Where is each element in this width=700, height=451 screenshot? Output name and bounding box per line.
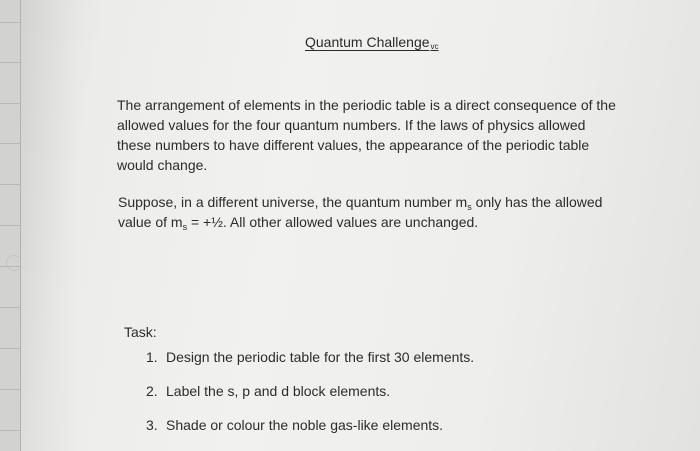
page-shadow: [20, 0, 80, 451]
intro-paragraph: [117, 95, 616, 175]
scenario-text: = +½. All other allowed values are unchanged.: [187, 214, 479, 230]
document-title: [305, 34, 439, 51]
title-text: Quantum Challenge: [305, 34, 430, 50]
intro-line: The arrangement of elements in the periodic table is a direct consequence of the: [117, 97, 616, 113]
task-text: Label the s, p and d block elements.: [166, 383, 391, 399]
task-heading: Task:: [124, 324, 157, 340]
title-suffix: vc: [430, 42, 439, 51]
binder-line: [0, 184, 20, 185]
binder-line: [0, 430, 20, 431]
binder-line: [0, 307, 20, 308]
intro-line: allowed values for the four quantum numbers. If the laws of physics allowed: [117, 117, 586, 133]
binder-line: [0, 22, 20, 23]
binder-edge: [0, 0, 21, 451]
scenario-text: value of m: [118, 214, 183, 230]
task-number: 2.: [146, 383, 158, 399]
subscript: s: [467, 202, 472, 212]
task-item: [146, 349, 474, 383]
task-number: 1.: [146, 349, 158, 365]
intro-line: these numbers to have different values, the appearance of the periodic table: [117, 137, 590, 153]
task-item: [146, 383, 474, 417]
binder-line: [0, 62, 20, 63]
intro-line: would change.: [117, 157, 208, 173]
binder-line: [0, 225, 20, 226]
task-list: [146, 349, 474, 451]
binder-line: [0, 389, 20, 390]
scenario-text: only has the allowed: [471, 194, 603, 210]
binder-line: [0, 348, 20, 349]
task-text: Design the periodic table for the first 30 elements.: [166, 349, 475, 365]
scenario-line: [118, 212, 602, 232]
scenario-text: Suppose, in a different universe, the quantum number m: [118, 194, 468, 210]
task-number: 3.: [146, 417, 158, 433]
subscript: s: [182, 222, 188, 232]
task-text: Shade or colour the noble gas-like elements.: [166, 417, 444, 433]
task-item: [146, 417, 474, 451]
scenario-line: [118, 192, 602, 212]
binder-line: [0, 143, 20, 144]
binder-line: [0, 103, 20, 104]
scenario-paragraph: [118, 192, 602, 232]
